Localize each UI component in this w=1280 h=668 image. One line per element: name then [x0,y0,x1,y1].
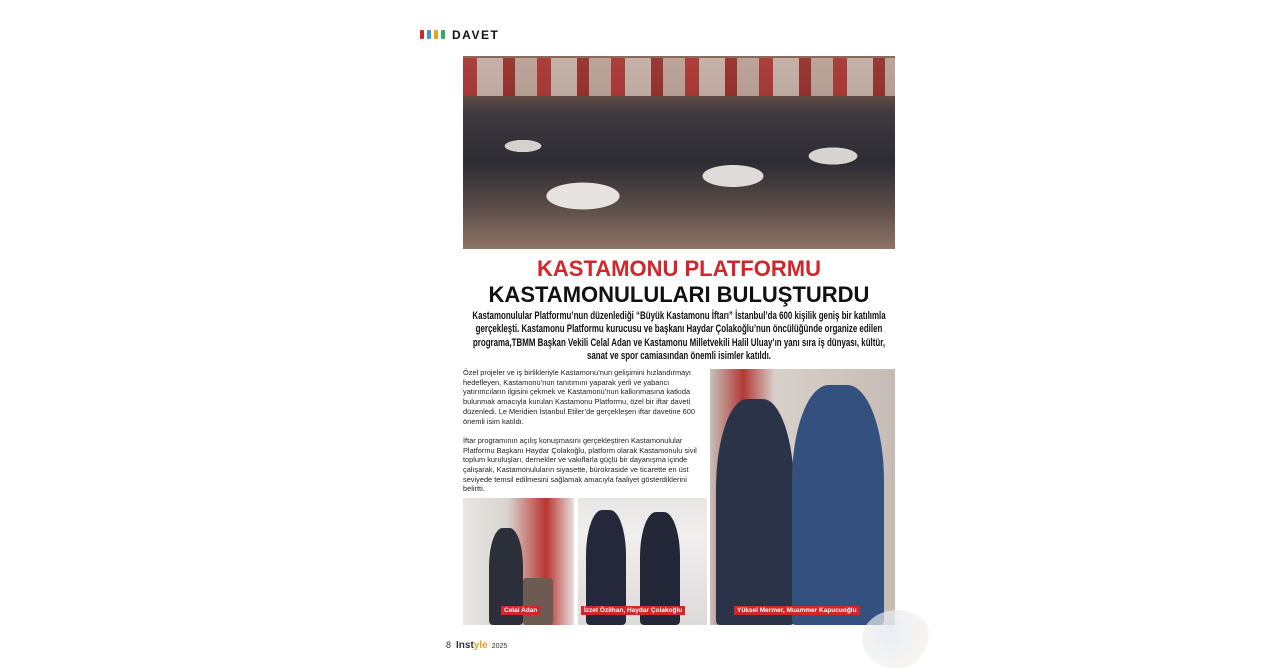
article-title-line1: KASTAMONU PLATFORMU [537,256,821,281]
color-bars-icon [420,26,448,44]
photo-caption: İzzet Özilhan, Haydar Çolakoğlu [581,606,685,615]
photo-caption: Celal Adan [501,606,540,615]
article-lead: Kastamonulular Platformu’nun düzenlediği “Büyük Kastamonu İftarı” İstanbul’da 600 kişilik geniş bir katılımla gerçekleşti. Kastamonu Platformu kurucusu ve başkanı Haydar Çolakoğlu’nun öncülüğünde organize edilen programa,TBMM Başkan Vekili Celal Adan ve Kastamonu Milletvekili Halil Uluay’ın yanı sıra iş dünyası, kültür, sanat ve spor camiasından önemli isimler katıldı. [472,310,886,362]
section-header [420,26,499,44]
paragraph: İftar programının açılış konuşmasını gerçekleştiren Kastamonulular Platformu Başkanı Haydar Çolakoğlu, platform olarak Kastamonulu sivil toplum kuruluşları, dernekler ve vakıflarla güçlü bir dayanışma içinde çalışarak, Kastamonuluların siyasette, bürokraside ve ticarette en üst seviyede temsil edilmesini sağlamak amacıyla faaliyet gösterdiklerini belirtti. [463,435,697,494]
issue-year: 2025 [491,643,508,650]
page-footer [446,640,507,651]
photo-izzet-ozilhan-haydar-colakoglu [578,498,707,625]
photo-caption: Yüksel Mermer, Muammer Kapucuoğlu [734,606,860,615]
photo-celal-adan [463,498,574,625]
photo-yuksel-mermer-muammer-kapucuoglu [710,369,895,625]
article-title-line2: KASTAMONULULARI BULUŞTURDU [488,282,870,307]
page-number: 8 [446,640,452,650]
hero-photo-iftar-hall [463,56,895,249]
magazine-logo: Instyle [456,640,488,651]
section-label: DAVET [452,28,500,42]
decorative-planet-graphic [862,610,932,668]
paragraph: Özel projeler ve iş birlikleriyle Kastamonu’nun gelişimini hızlandırmayı hedefleyen, Kastamonu’nun tanıtımını yaparak yerli ve yabancı yatırımcıların ilgisini çekmek ve Kastamonu’nun kalkınmasına katkıda bulunmak amacıyla kurulan Kastamonu Platformu, özel bir iftar daveti düzenledi. Le Meridien İstanbul Etiler’de gerçekleşen iftar davetine 600 önemli isim katıldı. [463,368,695,426]
article-body [463,368,708,504]
